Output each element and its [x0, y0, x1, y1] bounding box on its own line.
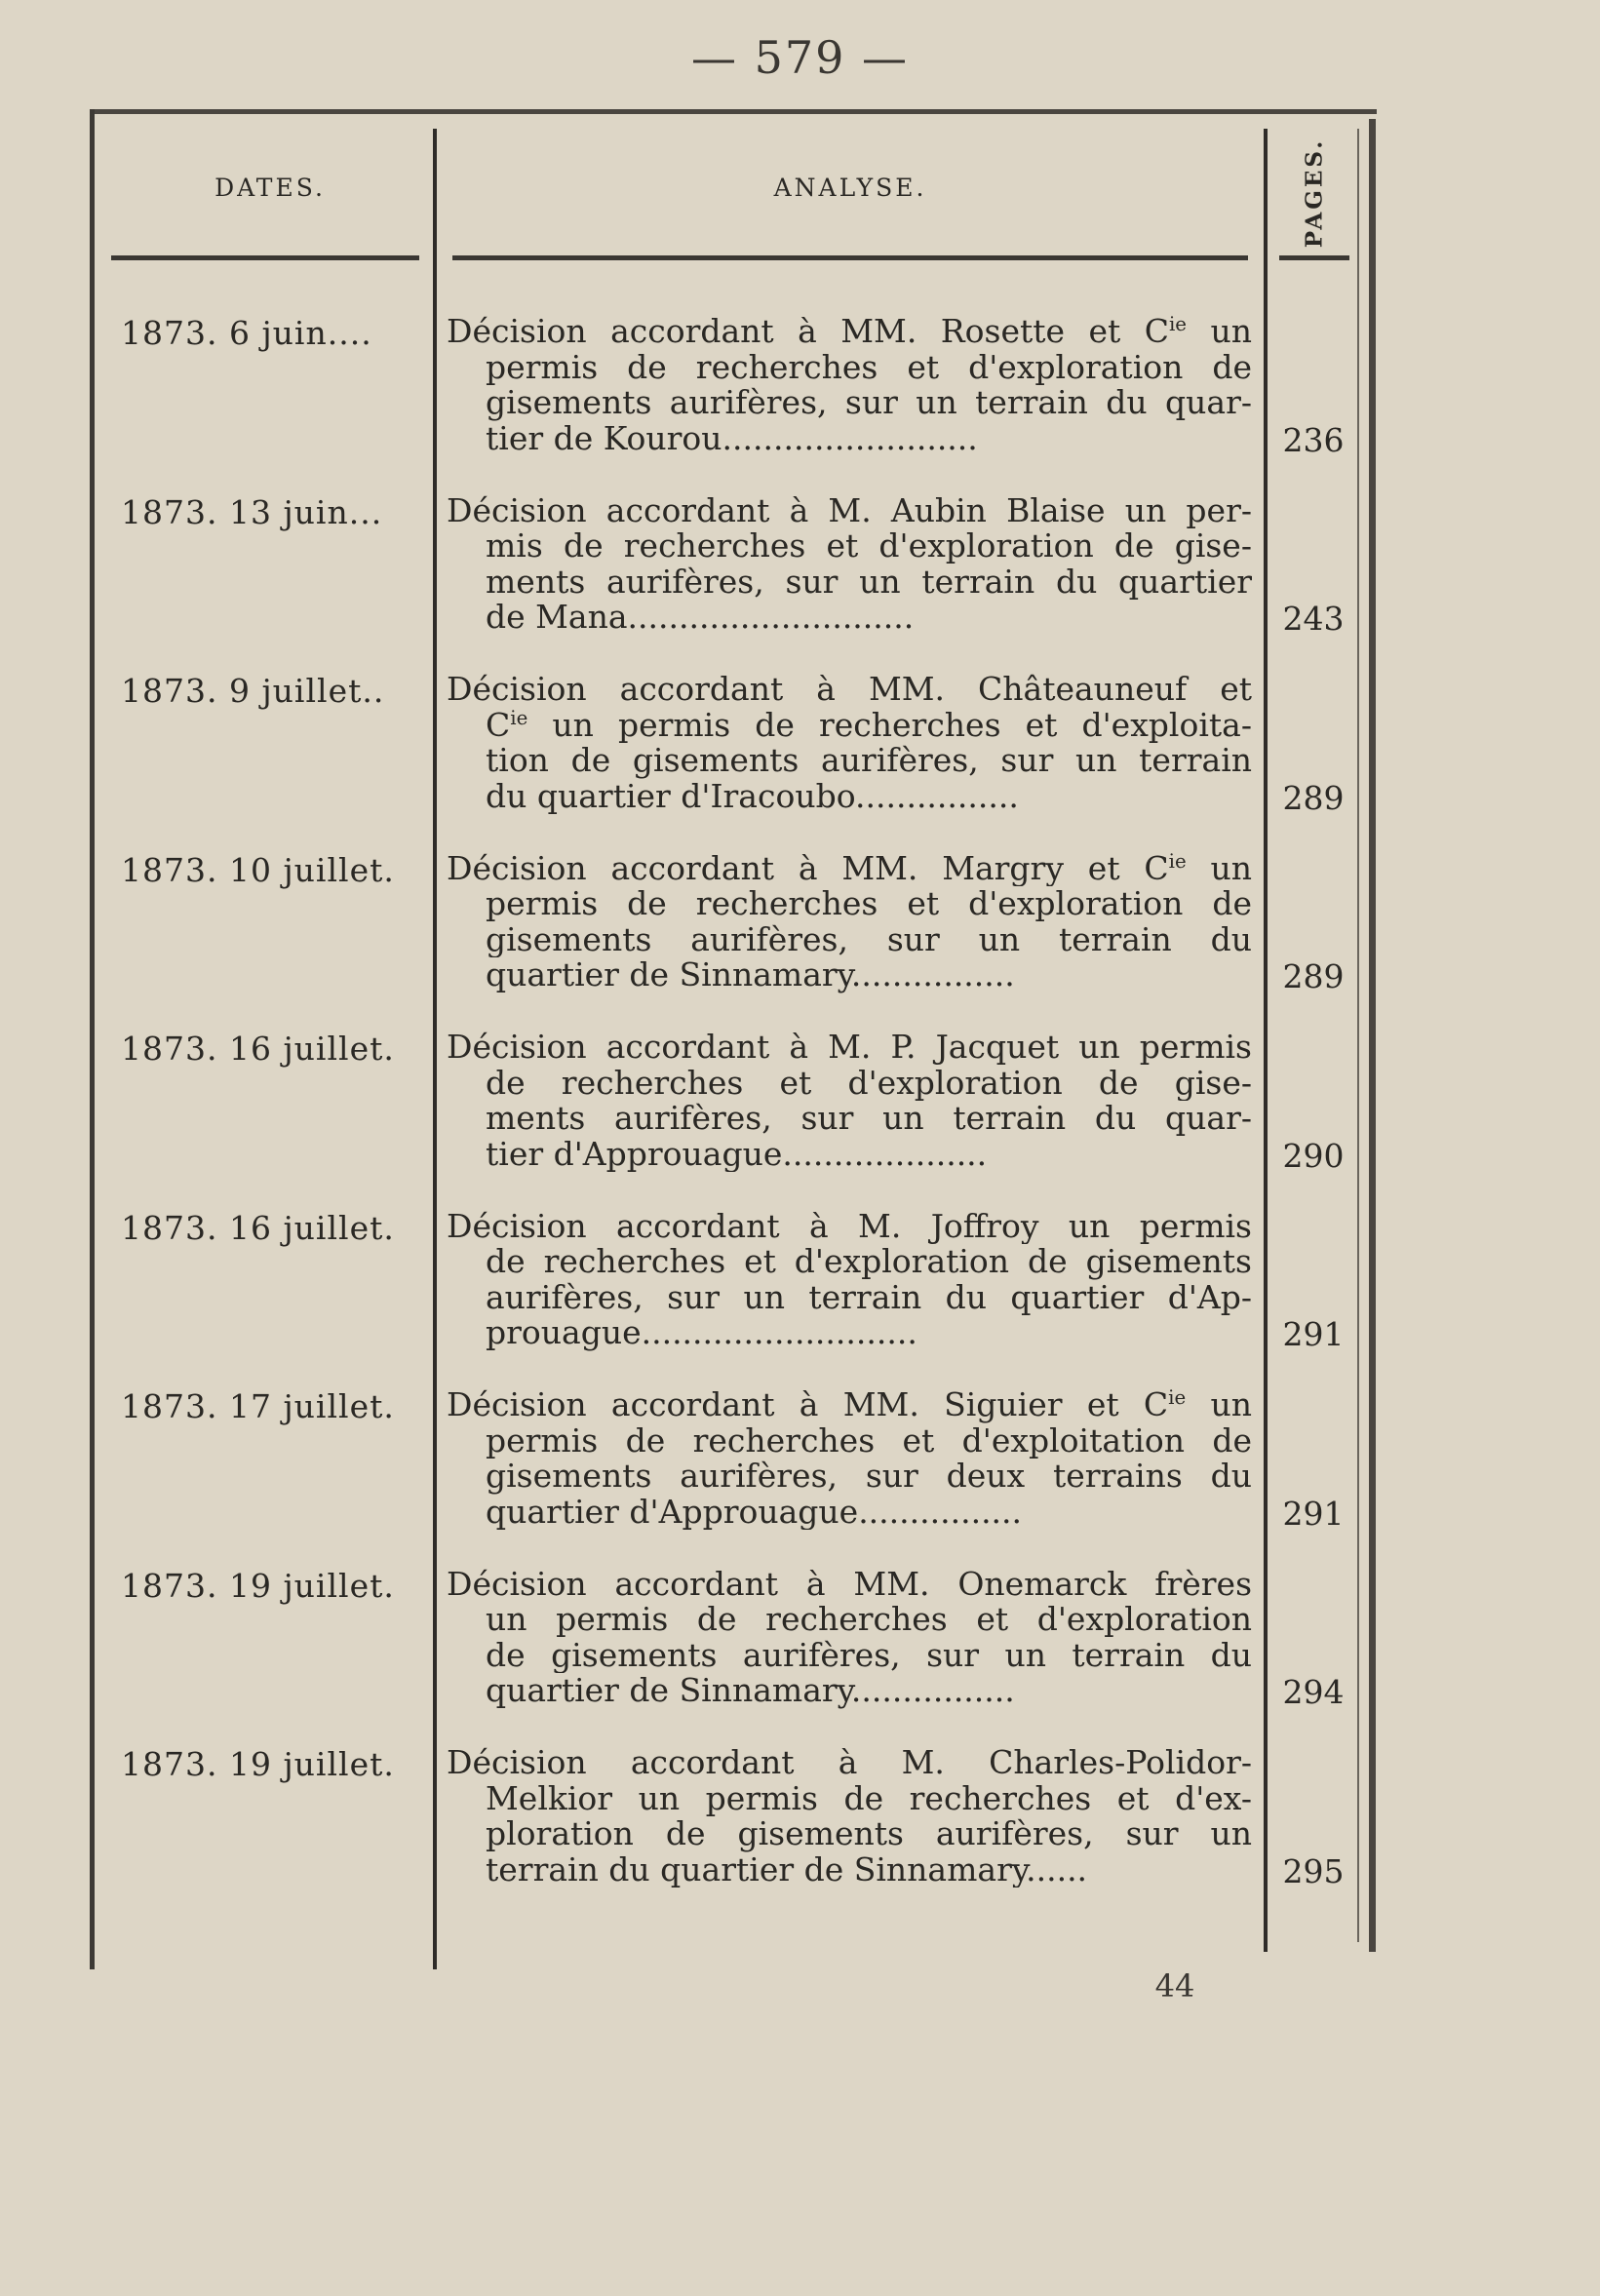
signature-mark: 44	[1154, 1967, 1195, 2004]
entry-analyse-line: Décision accordant à MM. Rosette et $C^{ie}$ un	[447, 314, 1252, 350]
column-separator-pages	[1264, 129, 1268, 1952]
entry-page-ref: 243	[1282, 600, 1345, 638]
entry-analyse-line: quartier de Sinnamary................	[486, 957, 1015, 993]
table-right-rule	[1369, 119, 1376, 1952]
entry-analyse-line: permis de recherches et d'exploration de	[486, 886, 1252, 922]
entry-analyse-line: de Mana............................	[486, 600, 915, 636]
entry-page-ref: 294	[1282, 1673, 1345, 1711]
entry-analyse	[447, 851, 1252, 993]
entry-analyse-line: ments aurifères, sur un terrain du quartier	[486, 564, 1252, 600]
entry-analyse-line: gisements aurifères, sur deux terrains du	[486, 1459, 1252, 1495]
entry-analyse-line: tier d'Approuague....................	[486, 1136, 988, 1172]
entry-date: 1873. 17 juillet.	[121, 1387, 395, 1425]
entry-page-ref: 295	[1282, 1851, 1345, 1890]
entry-analyse	[447, 314, 1252, 456]
header-underline-analyse	[452, 255, 1248, 260]
entry-analyse	[447, 1030, 1252, 1172]
entry-analyse-line: Décision accordant à M. Aubin Blaise un per-	[447, 492, 1252, 528]
header-dates: DATES.	[215, 174, 326, 202]
entry-page-ref: 289	[1282, 957, 1345, 995]
entry-page-ref: 290	[1282, 1136, 1345, 1175]
entry-analyse-line: gisements aurifères, sur un terrain du quar-	[486, 385, 1252, 421]
entry-analyse-line: permis de recherches et d'exploitation de	[486, 1422, 1252, 1459]
entry-analyse-line: de recherches et d'exploration de gisements	[486, 1244, 1252, 1280]
entry-date: 1873. 16 juillet.	[121, 1208, 395, 1247]
entry-analyse-line: $C^{ie}$ un permis de recherches et d'exploita-	[486, 707, 1252, 743]
entry-analyse-line: Décision accordant à M. Charles-Polidor-	[447, 1745, 1252, 1781]
entry-analyse	[447, 1567, 1252, 1709]
entry-analyse-line: ploration de gisements aurifères, sur un	[486, 1816, 1252, 1852]
entry-analyse-line: quartier de Sinnamary................	[486, 1673, 1015, 1709]
table-left-rule	[90, 109, 95, 1969]
table-right-inner-rule	[1357, 129, 1359, 1942]
page-number: — 579 —	[690, 31, 910, 84]
entry-date: 1873. 13 juin...	[121, 492, 383, 531]
header-pages	[1285, 135, 1344, 252]
entry-analyse-line: Décision accordant à MM. Margry et $C^{ie}$ un	[447, 850, 1252, 886]
entry-analyse-line: de gisements aurifères, sur un terrain du	[486, 1637, 1252, 1673]
entry-analyse-line: quartier d'Approuague................	[486, 1494, 1023, 1530]
entry-analyse-line: un permis de recherches et d'exploration	[486, 1602, 1252, 1638]
entry-analyse-line: Décision accordant à M. Joffroy un permis	[447, 1208, 1252, 1244]
entry-date: 1873. 10 juillet.	[121, 850, 395, 889]
entry-analyse-line: de recherches et d'exploration de gise-	[486, 1065, 1252, 1101]
entry-analyse-line: du quartier d'Iracoubo................	[486, 778, 1019, 814]
entry-analyse-line: Décision accordant à M. P. Jacquet un permis	[447, 1030, 1252, 1066]
entry-page-ref: 289	[1282, 778, 1345, 817]
entry-analyse-line: aurifères, sur un terrain du quartier d'Ap-	[486, 1279, 1252, 1315]
entry-page-ref: 291	[1282, 1315, 1345, 1353]
entry-analyse-line: ments aurifères, sur un terrain du quar-	[486, 1101, 1252, 1137]
table-top-rule	[90, 109, 1377, 114]
entry-date: 1873. 19 juillet.	[121, 1566, 395, 1605]
entry-analyse	[447, 1209, 1252, 1351]
entry-analyse-line: permis de recherches et d'exploration de	[486, 349, 1252, 385]
entry-analyse	[447, 1387, 1252, 1530]
entry-analyse-line: tion de gisements aurifères, sur un terrain	[486, 743, 1252, 779]
entry-analyse-line: Décision accordant à MM. Onemarck frères	[447, 1566, 1252, 1602]
entry-date: 1873. 9 juillet..	[121, 672, 385, 710]
header-analyse: ANALYSE.	[773, 174, 927, 202]
header-underline-dates	[111, 255, 419, 260]
entry-analyse-line: terrain du quartier de Sinnamary......	[486, 1851, 1088, 1887]
entry-page-ref: 236	[1282, 420, 1345, 459]
header-underline-pages	[1279, 255, 1349, 260]
entry-analyse	[447, 493, 1252, 636]
entry-analyse	[447, 672, 1252, 814]
header-pages-label: PAGES.	[1301, 137, 1328, 249]
entry-date: 1873. 19 juillet.	[121, 1745, 395, 1783]
entry-analyse-line: tier de Kourou.........................	[486, 420, 978, 456]
entry-date: 1873. 6 juin....	[121, 314, 372, 352]
column-separator-dates	[433, 129, 437, 1969]
entry-date: 1873. 16 juillet.	[121, 1030, 395, 1068]
entry-analyse-line: mis de recherches et d'exploration de gise-	[486, 528, 1252, 564]
entry-analyse-line: prouague...........................	[486, 1315, 917, 1351]
entry-analyse-line: Décision accordant à MM. Châteauneuf et	[447, 672, 1252, 708]
entry-analyse	[447, 1745, 1252, 1887]
entry-analyse-line: Melkior un permis de recherches et d'ex-	[486, 1780, 1252, 1816]
entry-page-ref: 291	[1282, 1494, 1345, 1533]
entry-analyse-line: Décision accordant à MM. Siguier et $C^{ie}$ un	[447, 1387, 1252, 1423]
index-table	[90, 109, 1377, 1969]
entry-analyse-line: gisements aurifères, sur un terrain du	[486, 921, 1252, 957]
